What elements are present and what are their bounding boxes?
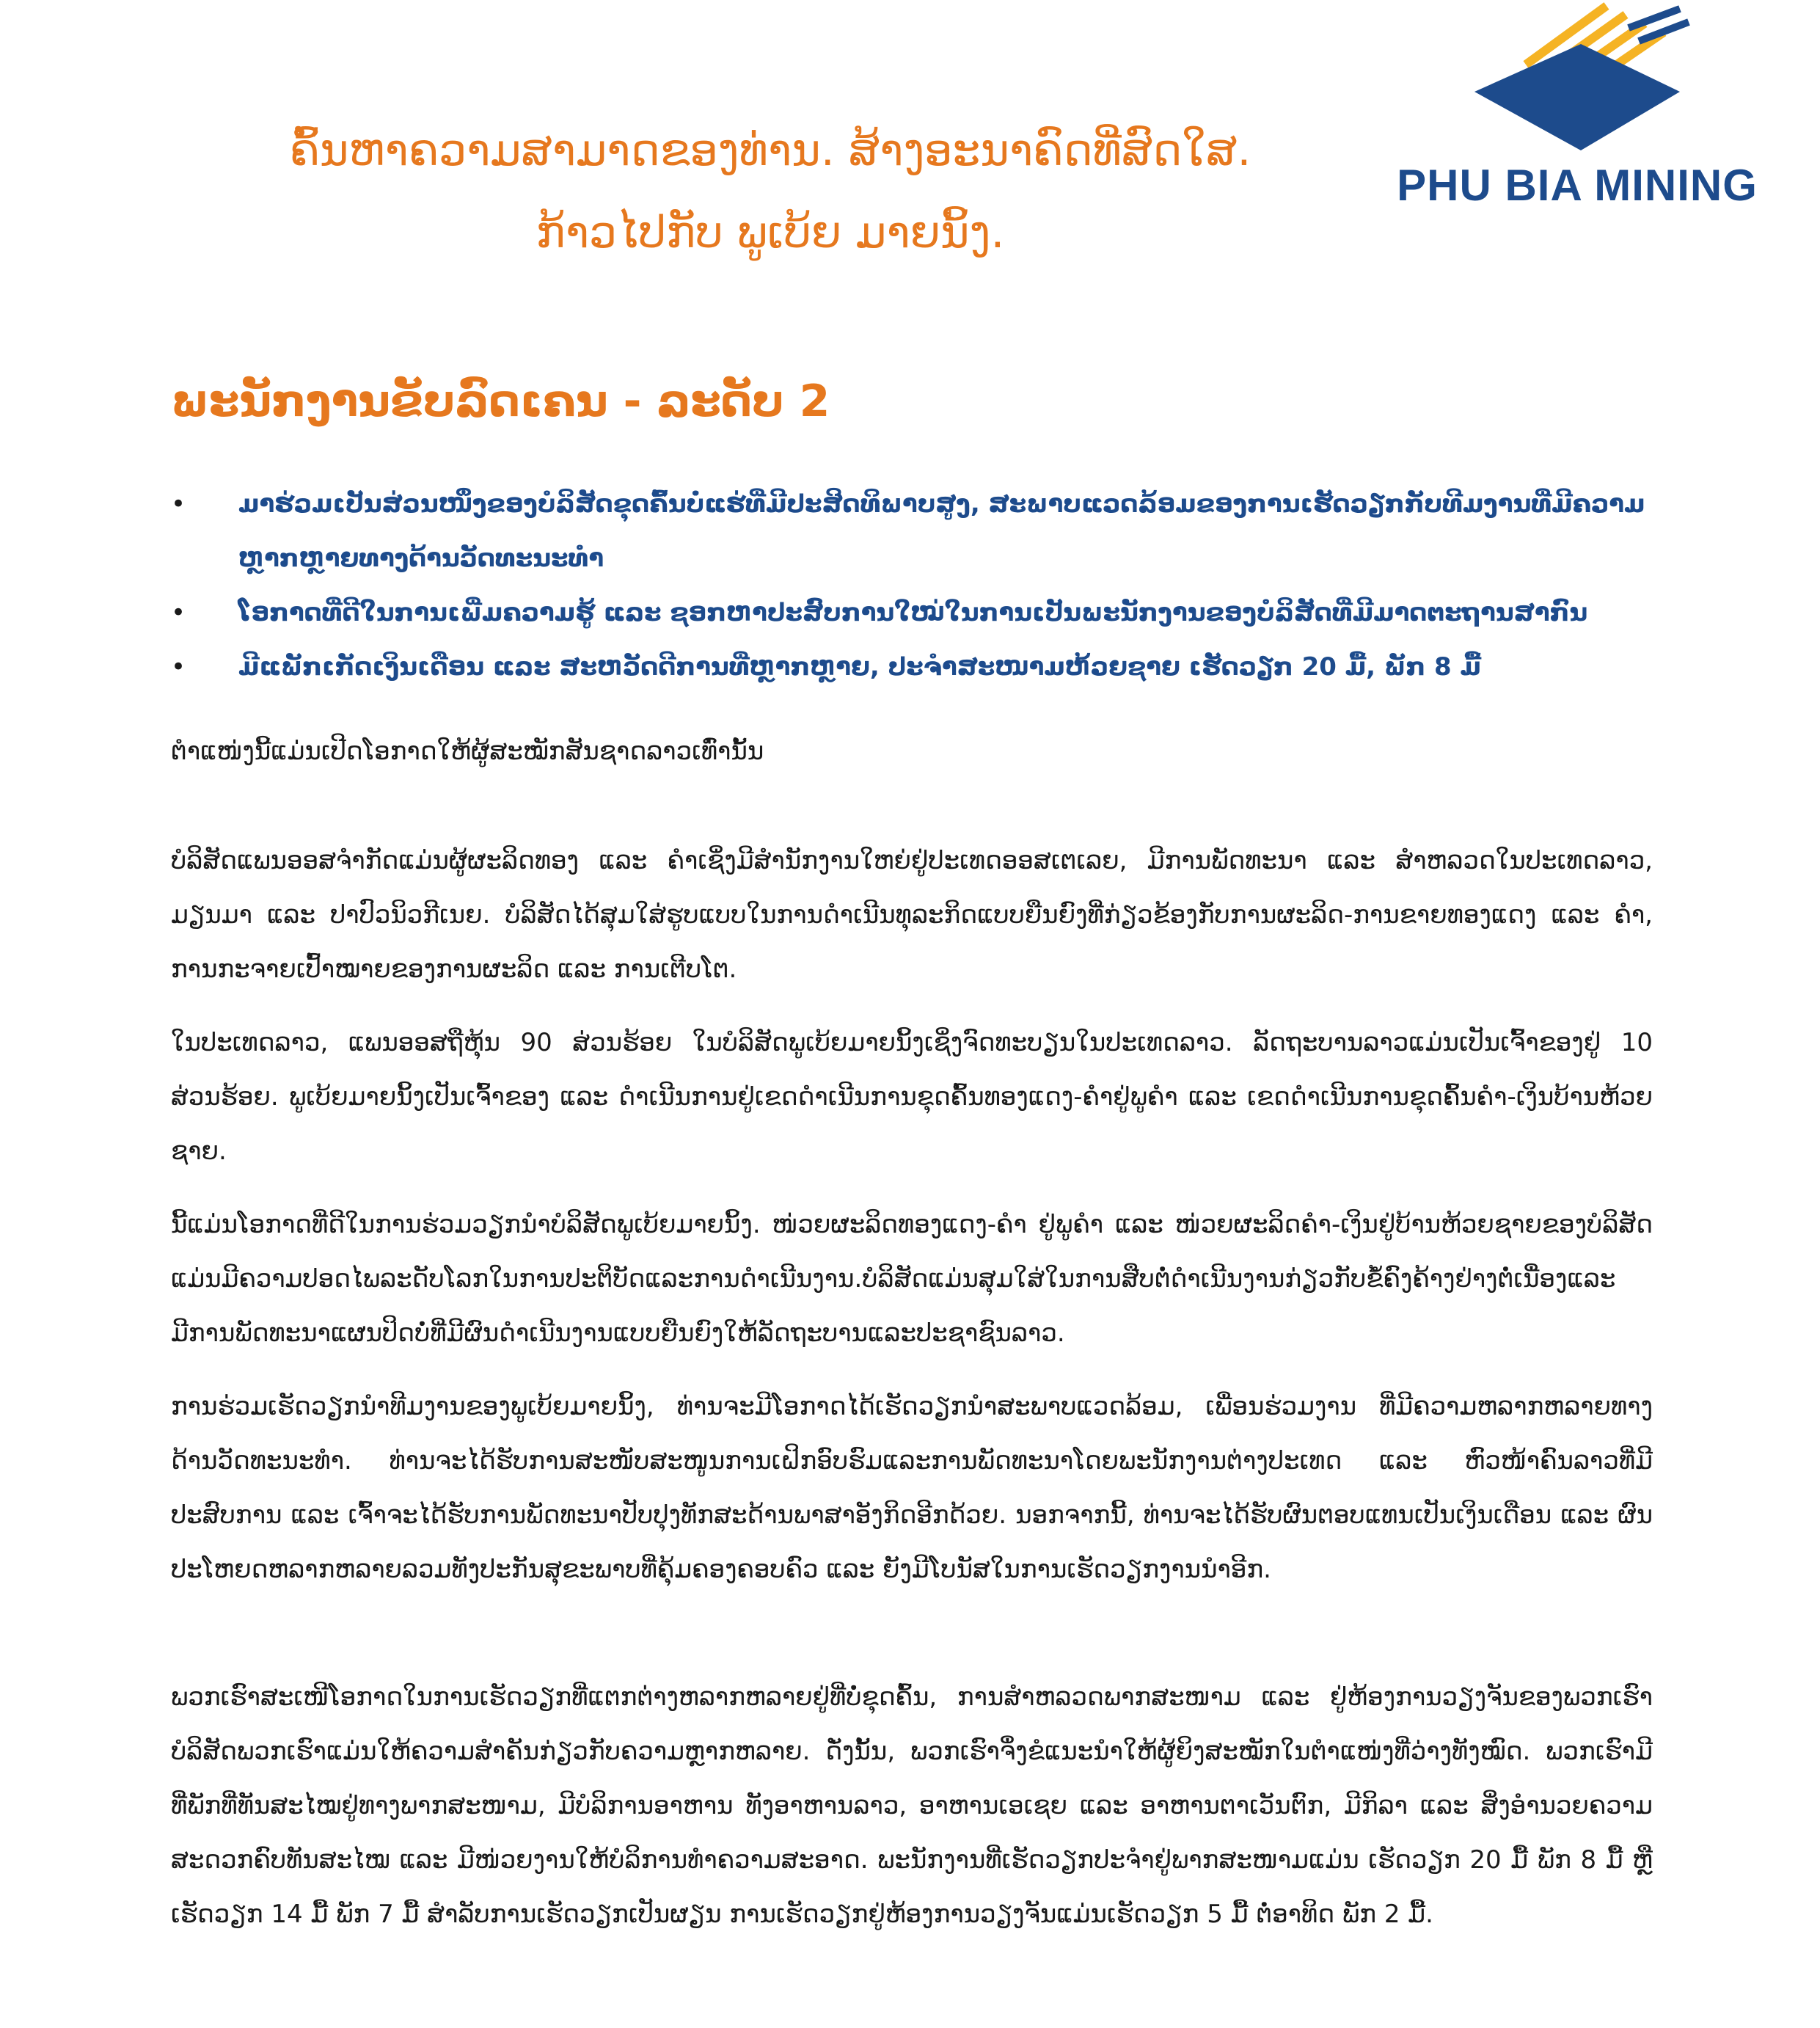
benefits-paragraph: ການຮ່ວມເຮັດວຽກນຳທີມງານຂອງພູເບ້ຍມາຍນິ້ງ, ທ່ານຈະມີໂອກາດໄດ້ເຮັດວຽກນຳສະພາບແວດລ້ອມ, ເພື່ອນຮ່ວມງານ ທີ່ມີຄວາມຫລາກຫລາຍທາງດ້ານວັດທະນະທຳ. ທ່ານຈະໄດ້ຮັບການສະໜັບສະໜູນການເຝິກອົບຮົມແລະການພັດທະນາໂດຍພະນັກງານຕ່າງປະເທດ ແລະ ຫົວໜ້າຄົນລາວທີ່ມີປະສົບການ ແລະ ເຈົ້າຈະໄດ້ຮັບການພັດທະນາປັບປຸງທັກສະດ້ານພາສາອັງກິດອີກດ້ວຍ. ນອກຈາກນີ້, ທ່ານຈະໄດ້ຮັບຜົນຕອບແທນເປັນເງິນເດືອນ ແລະ ຜົນປະໂຫຍດຫລາກຫລາຍລວມທັງປະກັນສຸຂະພາບທີ່ຄຸ້ມຄອງຄອບຄົວ ແລະ ຍັງມີໂບນັສໃນການເຮັດວຽກງານນຳອີກ. [171,1392,1653,1584]
work-conditions-paragraph: ພວກເຮົາສະເໜີໂອກາດໃນການເຮັດວຽກທີ່ແຕກຕ່າງຫລາກຫລາຍຢູ່ທີ່ບໍ່ຂຸດຄົ້ນ, ການສຳຫລວດພາກສະໜາມ ແລະ ຢູ່ຫ້ອງການວຽງຈັນຂອງພວກເຮົາບໍລິສັດພວກເຮົາແມ່ນໃຫ້ຄວາມສຳຄັນກ່ຽວກັບຄວາມຫຼາກຫລາຍ. ດັ່ງນັ້ນ, ພວກເຮົາຈຶ່ງຂໍແນະນຳໃຫ້ຜູ້ຍິງສະໝັກໃນຕຳແໜ່ງທີ່ວ່າງທັງໝົດ. ພວກເຮົາມີທີ່ພັກທີ່ທັນສະໄໝຢູ່ທາງພາກສະໜາມ, ມີບໍລິການອາຫານ ທັງອາຫານລາວ, ອາຫານເອເຊຍ ແລະ ອາຫານຕາເວັນຕົກ, ມີກິລາ ແລະ ສິ່ງອຳນວຍຄວາມສະດວກຄົບທັນສະໄໝ ແລະ ມີໜ່ວຍງານໃຫ້ບໍລິການທຳຄວາມສະອາດ. ພະນັກງານທີ່ເຮັດວຽກປະຈຳຢູ່ພາກສະໜາມແມ່ນ ເຮັດວຽກ 20 ມື້ ພັກ 8 ມື້ ຫຼື ເຮັດວຽກ 14 ມື້ ພັກ 7 ມື້ ສຳລັບການເຮັດວຽກເປັນຜຽນ ການເຮັດວຽກຢູ່ຫ້ອງການວຽງຈັນແມ່ນເຮັດວຽກ 5 ມື້ ຕໍ່ອາທິດ ພັກ 2 ມື້. [171,1682,1653,1929]
job-title: ພະນັກງານຂັບລົດເຄນ - ລະດັບ 2 [171,376,830,427]
company-logo [1379,0,1775,220]
tagline-line-2: ກ້າວໄປກັບ ພູເບ້ຍ ມາຍນິ້ງ. [536,207,1005,258]
highlight-item: • ມີແພັກເກັດເງິນເດືອນ ແລະ ສະຫວັດດີການທີ່ຫຼາກຫຼາຍ, ປະຈຳສະໜາມຫ້ວຍຊາຍ ເຮັດວຽກ 20 ມື້, ພັກ 8 ມື້ [171,640,1653,694]
tagline-line-1: ຄົ້ນຫາຄວາມສາມາດຂອງທ່ານ. ສ້າງອະນາຄົດທີ່ສົດໃສ. [289,125,1251,176]
highlight-item: • ມາຮ່ວມເປັນສ່ວນໜຶ່ງຂອງບໍລິສັດຂຸດຄົ້ນບໍ່ແຮ່ທີ່ມີປະສິດທິພາບສູງ, ສະພາບແວດລ້ອມຂອງການເຮັດວຽກກັບທີມງານທີ່ມີຄວາມຫຼາກຫຼາຍທາງດ້ານວັດທະນະທຳ [171,477,1653,586]
logo-wordmark: PHU BIA MINING [1397,161,1758,210]
highlight-item: • ໂອກາດທີ່ດີໃນການເພີ່ມຄວາມຮູ້ ແລະ ຊອກຫາປະສົບການໃໝ່ໃນການເປັນພະນັກງານຂອງບໍລິສັດທີ່ມີມາດຕະຖານສາກົນ [171,586,1653,640]
highlights-list [171,477,1653,694]
ownership-paragraph: ໃນປະເທດລາວ, ແພນອອສຖືຫຸ້ນ 90 ສ່ວນຮ້ອຍ ໃນບໍລິສັດພູເບ້ຍມາຍນິ້ງເຊິ່ງຈົດທະບຽນໃນປະເທດລາວ. ລັດຖະບານລາວແມ່ນເປັນເຈົ້າຂອງຢູ່ 10 ສ່ວນຮ້ອຍ. ພູເບ້ຍມາຍນິ້ງເປັນເຈົ້າຂອງ ແລະ ດຳເນີນການຢູ່ເຂດດຳເນີນການຂຸດຄົ້ນທອງແດງ-ຄຳຢູ່ພູຄຳ ແລະ ເຂດດຳເນີນການຂຸດຄົ້ນຄຳ-ເງິນບ້ານຫ້ວຍຊາຍ. [171,1028,1653,1166]
logo-mark-icon [1460,0,1695,154]
company-overview-paragraph: ບໍລິສັດແພນອອສຈຳກັດແມ່ນຜູ້ຜະລິດທອງ ແລະ ຄຳເຊິ່ງມີສຳນັກງານໃຫຍ່ຢູ່ປະເທດອອສເຕເລຍ, ມີການພັດທະນາ ແລະ ສຳຫລວດໃນປະເທດລາວ, ມຽນມາ ແລະ ປາປົວນິວກີເນຍ. ບໍລິສັດໄດ້ສຸມໃສ່ຮູບແບບໃນການດຳເນີນທຸລະກິດແບບຍືນຍົງທີ່ກ່ຽວຂ້ອງກັບການຜະລິດ-ການຂາຍທອງແດງ ແລະ ຄຳ, ການກະຈາຍເປົ້າໝາຍຂອງການຜະລິດ ແລະ ການເຕີບໂຕ. [171,846,1653,984]
eligibility-notice: ຕຳແໜ່ງນີ້ແມ່ນເປີດໂອກາດໃຫ້ຜູ້ສະໝັກສັນຊາດລາວເທົ່ານັ້ນ [171,737,764,766]
opportunity-paragraph: ນີ້ແມ່ນໂອກາດທີ່ດີໃນການຮ່ວມວຽກນຳບໍລິສັດພູເບ້ຍມາຍນິ້ງ. ໜ່ວຍຜະລິດທອງແດງ-ຄຳ ຢູ່ພູຄຳ ແລະ ໜ່ວຍຜະລິດຄຳ-ເງິນຢູ່ບ້ານຫ້ວຍຊາຍຂອງບໍລິສັດແມ່ນມີຄວາມປອດໄພລະດັບໂລກໃນການປະຕິບັດແລະການດຳເນີນງານ.ບໍລິສັດແມ່ນສຸມໃສ່ໃນການສືບຕໍ່ດຳເນີນງານກ່ຽວກັບຂໍ້ຄົງຄ້າງຢ່າງຕໍ່ເນື່ອງແລະມີການພັດທະນາແຜນປິດບໍ່ທີ່ມີຜົນດຳເນີນງານແບບຍືນຍົງໃຫ້ລັດຖະບານແລະປະຊາຊົນລາວ. [171,1210,1653,1348]
